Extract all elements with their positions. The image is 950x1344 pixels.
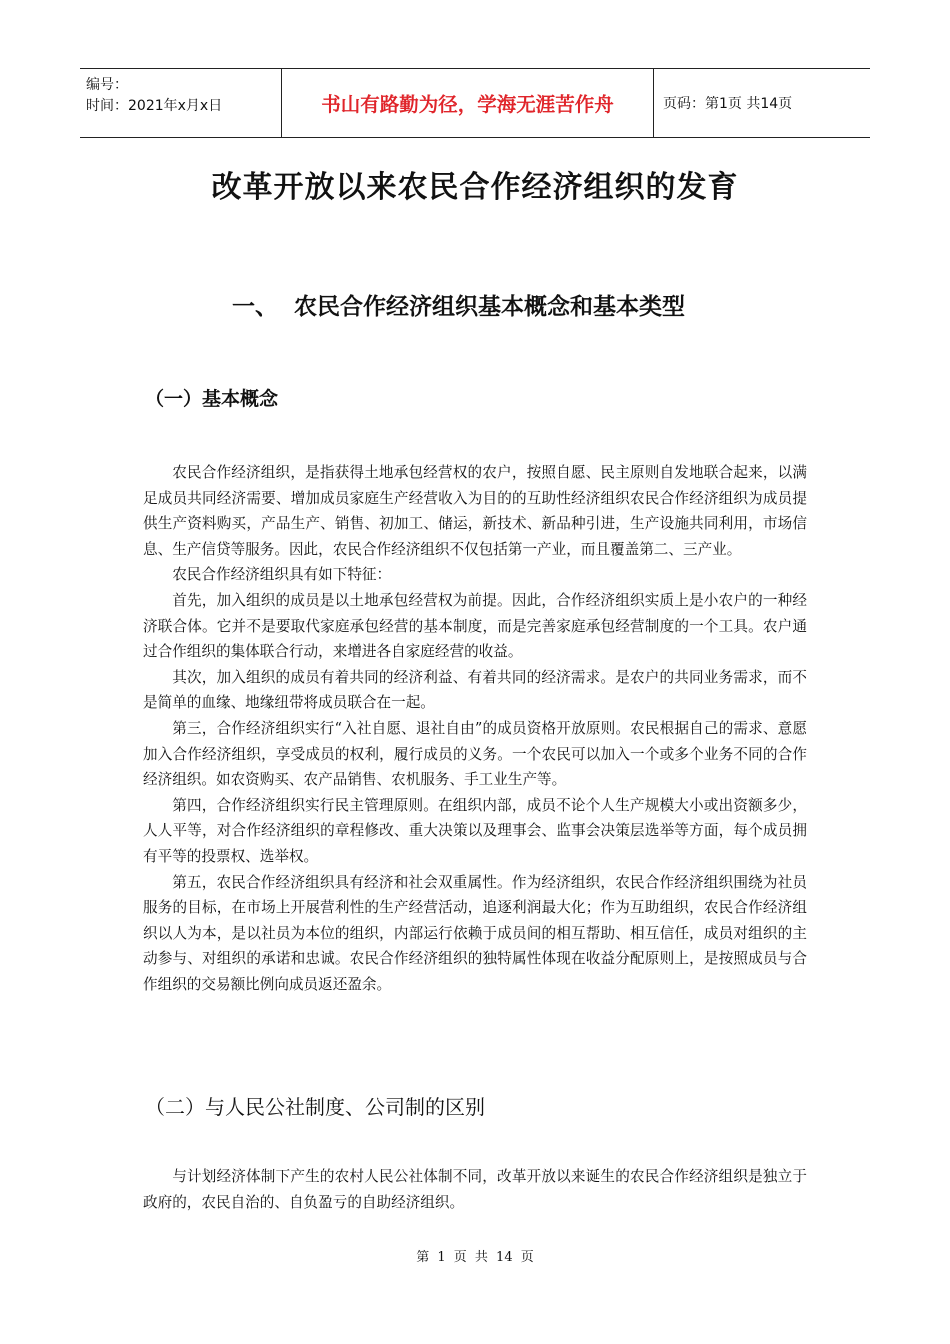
section-title: 农民合作经济组织基本概念和基本类型 — [294, 294, 685, 320]
header-page-info: 页码：第1页 共14页 — [663, 96, 793, 112]
header-motto: 书山有路勤为径，学海无涯苦作舟 — [281, 69, 654, 137]
header-meta-cell — [80, 69, 281, 137]
paragraph: 与计划经济体制下产生的农村人民公社体制不同，改革开放以来诞生的农民合作经济组织是独立于政府的，农民自治的、自负盈亏的自助经济组织。 — [143, 1168, 807, 1211]
time-label: 时间：2021年x月x日 — [86, 98, 223, 114]
subsection-heading-2: （二）与人民公社制度、公司制的区别 — [145, 1095, 485, 1119]
paragraph: 第三，合作经济组织实行“入社自愿、退社自由”的成员资格开放原则。农民根据自己的需求、意愿加入合作经济组织，享受成员的权利，履行成员的义务。一个农民可以加入一个或多个业务不同的合作经济组织。如农资购买、农产品销售、农机服务、手工业生产等。 — [143, 719, 807, 789]
subsection-body-2 — [143, 1164, 807, 1215]
paragraph: 第四，合作经济组织实行民主管理原则。在组织内部，成员不论个人生产规模大小或出资额多少，人人平等，对合作经济组织的章程修改、重大决策以及理事会、监事会决策层选举等方面，每个成员拥有平等的投票权、选举权。 — [143, 796, 807, 865]
subsection-heading-1: （一）基本概念 — [145, 388, 279, 410]
paragraph: 首先，加入组织的成员是以土地承包经营权为前提。因此，合作经济组织实质上是小农户的一种经济联合体。它并不是要取代家庭承包经营的基本制度，而是完善家庭承包经营制度的一个工具。农户通过合作组织的集体联合行动，来增进各自家庭经营的收益。 — [143, 591, 807, 661]
number-label: 编号： — [86, 77, 128, 93]
paragraph: 第五，农民合作经济组织具有经济和社会双重属性。作为经济组织，农民合作经济组织围绕为社员服务的目标，在市场上开展营利性的生产经营活动，追逐利润最大化；作为互助组织，农民合作经济组织以人为本，是以社员为本位的组织，内部运行依赖于成员间的相互帮助、相互信任，成员对组织的主动参与、对组织的承诺和忠诚。农民合作经济组织的独特属性体现在收益分配原则上，是按照成员与合作组织的交易额比例向成员返还盈余。 — [143, 873, 807, 993]
paragraph: 农民合作经济组织具有如下特征： — [172, 566, 392, 584]
document-title: 改革开放以来农民合作经济组织的发育 — [211, 170, 739, 205]
section-heading — [232, 288, 685, 321]
paragraph: 其次，加入组织的成员有着共同的经济利益、有着共同的经济需求。是农户的共同业务需求，而不是简单的血缘、地缘纽带将成员联合在一起。 — [143, 668, 807, 712]
subsection-body-1 — [143, 460, 807, 997]
paragraph: 农民合作经济组织，是指获得土地承包经营权的农户，按照自愿、民主原则自发地联合起来，以满足成员共同经济需要、增加成员家庭生产经营收入为目的的互助性经济组织农民合作经济组织为成员提供生产资料购买，产品生产、销售、初加工、储运，新技术、新品种引进，生产设施共同利用，市场信息、生产信贷等服务。因此，农民合作经济组织不仅包括第一产业，而且覆盖第二、三产业。 — [143, 464, 807, 558]
header-table — [80, 68, 870, 138]
page-footer: 第 1 页 共 14 页 — [416, 1250, 534, 1265]
section-number: 一、 — [232, 294, 278, 320]
